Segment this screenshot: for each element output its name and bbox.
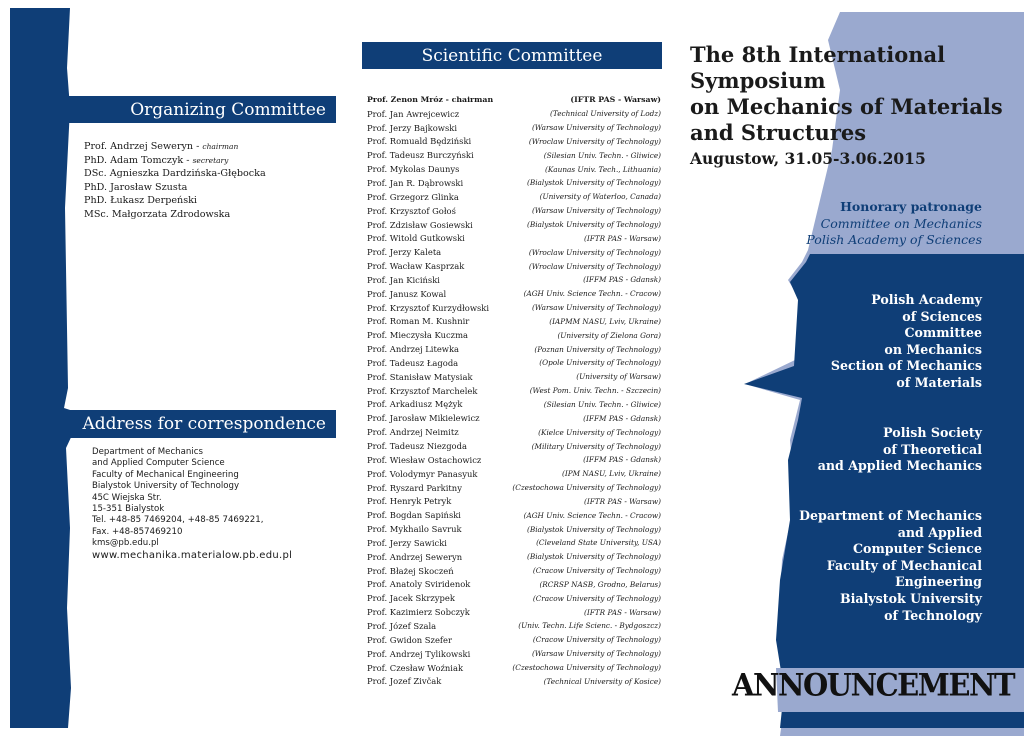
list-item — [367, 135, 661, 149]
member-affiliation: (Bialystok University of Technology) — [526, 524, 661, 534]
member-affiliation: (IFTR PAS - Warsaw) — [570, 95, 661, 105]
title-line: The 8th International — [690, 42, 946, 67]
left-decorative-strip — [10, 8, 72, 728]
member-affiliation: (Bialystok University of Technology) — [526, 552, 661, 562]
list-item — [367, 564, 661, 578]
member-affiliation: (Wroclaw University of Technology) — [528, 261, 661, 271]
member-affiliation: (IFFM PAS - Gdansk) — [583, 455, 661, 465]
list-item — [367, 231, 661, 245]
member-affiliation: (Bialystok University of Technology) — [526, 178, 661, 188]
organizer-line: Polish Society — [883, 425, 982, 440]
organizing-heading-text: Organizing Committee — [130, 99, 326, 120]
member-name: Prof. Jerzy Bajkowski — [367, 122, 458, 133]
organizer-line: Committee — [904, 325, 982, 341]
member-name: Prof. Czesław Woźniak — [367, 662, 464, 673]
list-item — [367, 287, 661, 301]
member-name: Prof. Andrzej Neimitz — [367, 427, 459, 438]
member-affiliation: (Wroclaw University of Technology) — [528, 247, 661, 257]
organizer-polish-society — [770, 425, 982, 475]
title-line: on Mechanics of Materials — [690, 94, 1003, 119]
list-item — [367, 204, 661, 218]
symposium-dates: Augustow, 31.05-3.06.2015 — [690, 149, 926, 168]
organizer-line: Faculty of Mechanical — [826, 557, 982, 573]
member-affiliation: (IPM NASU, Lviv, Ukraine) — [561, 469, 661, 479]
list-item — [367, 522, 661, 536]
member-name: Prof. Mykolas Daunys — [367, 164, 460, 175]
address-line: Department of Mechanics — [92, 447, 203, 457]
list-item — [367, 107, 661, 121]
member-name: Prof. Henryk Petryk — [367, 496, 452, 507]
member-name: Prof. Jerzy Sawicki — [367, 537, 447, 548]
scientific-committee-heading — [362, 42, 662, 69]
member-affiliation: (IFFM PAS - Gdansk) — [583, 275, 661, 285]
member-affiliation: (Wroclaw University of Technology) — [528, 136, 661, 146]
address-line: Fax. +48-857469210 — [92, 526, 183, 537]
member-name: Prof. Jarosław Mikielewicz — [367, 413, 480, 424]
member-name: Prof. Kazimierz Sobczyk — [367, 607, 470, 618]
member-affiliation: (West Pom. Univ. Techn. - Szczecin) — [529, 386, 661, 396]
list-item — [367, 356, 661, 370]
member-name: Prof. Witold Gutkowski — [367, 233, 465, 244]
member-affiliation: (AGH Univ. Science Techn. - Cracow) — [523, 510, 661, 520]
patronage-line: Polish Academy of Sciences — [806, 232, 982, 247]
member-name: Prof. Jerzy Kaleta — [367, 247, 442, 258]
member-affiliation: (IFTR PAS - Warsaw) — [584, 496, 661, 506]
list-item — [367, 245, 661, 259]
organizer-line: Section of Mechanics — [830, 358, 982, 374]
member-name: Prof. Anatoly Sviridenok — [367, 579, 471, 590]
organizer-line: on Mechanics — [884, 341, 982, 357]
title-line: and Structures — [690, 120, 867, 145]
list-item — [367, 301, 661, 315]
symposium-title — [690, 42, 1010, 146]
list-item: MSc. Małgorzata Zdrodowska — [84, 208, 231, 220]
member-affiliation: (Warsaw University of Technology) — [531, 206, 661, 216]
member-affiliation: (Silesian Univ. Techn. - Gliwice) — [543, 399, 661, 409]
member-affiliation: (University of Zielona Gora) — [557, 330, 661, 340]
member-affiliation: (IFFM PAS - Gdansk) — [583, 413, 661, 423]
member-name: Prof. Jacek Skrzypek — [367, 593, 455, 604]
member-affiliation: (RCRSP NASB, Grodno, Belarus) — [539, 579, 661, 589]
member-name: Prof. Józef Szala — [367, 620, 437, 631]
member-name: Prof. Wacław Kasprzak — [367, 261, 465, 272]
list-item — [367, 439, 661, 453]
member-name: Prof. Andrzej Tylikowski — [367, 648, 471, 659]
member-affiliation: (IAPMM NASU, Lviv, Ukraine) — [549, 316, 661, 326]
member-name: Prof. Tadeusz Niezgoda — [367, 441, 467, 452]
address-line: and Applied Computer Science — [92, 458, 225, 469]
member-name: Prof. Zdzisław Gosiewski — [367, 219, 473, 230]
list-item — [367, 411, 661, 425]
organizer-line: and Applied Mechanics — [817, 458, 982, 474]
member-name: Prof. Roman M. Kushnir — [367, 316, 470, 327]
address-line: Bialystok University of Technology — [92, 481, 240, 492]
member-name: Prof. Mykhailo Savruk — [367, 524, 462, 535]
member-affiliation: (Czestochowa University of Technology) — [512, 663, 661, 673]
member-affiliation: (Military University of Technology) — [531, 441, 661, 451]
list-item — [367, 550, 661, 564]
member-affiliation: (Poznan University of Technology) — [534, 344, 661, 354]
organizing-committee-heading — [64, 96, 336, 123]
list-item — [367, 342, 661, 356]
address-block — [92, 447, 332, 561]
list-item — [367, 647, 661, 661]
address-line: 15-351 Bialystok — [92, 504, 165, 515]
member-affiliation: (University of Waterloo, Canada) — [539, 192, 661, 202]
list-item — [367, 591, 661, 605]
member-name: Prof. Bogdan Sapiński — [367, 510, 461, 521]
member-affiliation: (Czestochowa University of Technology) — [512, 483, 661, 493]
member-affiliation: (Cracow University of Technology) — [532, 566, 661, 576]
scientific-committee-list — [367, 93, 661, 688]
list-item — [367, 93, 661, 107]
email-link[interactable]: kms@pb.edu.pl — [92, 538, 159, 549]
member-name: Prof. Gwidon Szefer — [367, 634, 452, 645]
member-affiliation: (University of Warsaw) — [576, 372, 661, 382]
member-affiliation: (Opole University of Technology) — [539, 358, 661, 368]
list-item — [367, 259, 661, 273]
website-link[interactable]: www.mechanika.materialow.pb.edu.pl — [92, 549, 293, 561]
member-name: Prof. Romuald Będziński — [367, 136, 472, 147]
member-affiliation: (Cracow University of Technology) — [532, 635, 661, 645]
list-item — [367, 148, 661, 162]
list-item — [367, 384, 661, 398]
member-name: Prof. Krzysztof Kurzydłowski — [367, 302, 490, 313]
organizer-line: of Theoretical — [882, 441, 982, 457]
member-name: Prof. Andrzej Seweryn — [367, 551, 463, 562]
list-item — [367, 425, 661, 439]
list-item — [367, 273, 661, 287]
list-item: PhD. Jarosław Szusta — [84, 181, 188, 193]
list-item — [367, 661, 661, 675]
organizer-line: of Technology — [884, 607, 982, 623]
patronage-line: Committee on Mechanics — [820, 215, 982, 231]
list-item — [367, 481, 661, 495]
address-heading-text: Address for correspondence — [82, 414, 326, 434]
member-affiliation: (AGH Univ. Science Techn. - Cracow) — [523, 289, 661, 299]
address-line: Faculty of Mechanical Engineering — [92, 469, 239, 480]
member-name: Prof. Tadeusz Łagoda — [367, 357, 459, 368]
member-name: Prof. Arkadiusz Mężyk — [367, 399, 463, 410]
member-affiliation: (Warsaw University of Technology) — [531, 303, 661, 313]
member-name: Prof. Jan Awrejcewicz — [367, 108, 460, 119]
list-item — [367, 176, 661, 190]
member-name: Prof. Janusz Kowal — [367, 288, 447, 299]
organizing-committee-list — [84, 140, 334, 222]
list-item — [367, 370, 661, 384]
member-name: Prof. Zenon Mróz - chairman — [367, 95, 494, 105]
member-affiliation: (Technical University of Kosice) — [543, 676, 661, 686]
address-line: Tel. +48-85 7469204, +48-85 7469221, — [92, 515, 264, 526]
member-affiliation: (Bialystok University of Technology) — [526, 220, 661, 230]
title-line: Symposium — [690, 68, 826, 93]
member-name: Prof. Jozef Zivčak — [367, 676, 442, 687]
member-name: Prof. Ryszard Parkitny — [367, 482, 462, 493]
member-affiliation: (Univ. Techn. Life Scienc. - Bydgoszcz) — [518, 621, 661, 631]
list-item — [367, 218, 661, 232]
patronage-label: Honorary patronage — [840, 199, 982, 214]
member-affiliation: (Warsaw University of Technology) — [531, 123, 661, 133]
organizer-line: Bialystok University — [839, 590, 982, 606]
list-item — [367, 328, 661, 342]
address-line: 45C Wiejska Str. — [92, 492, 162, 503]
member-name: Prof. Grzegorz Glinka — [367, 191, 459, 202]
list-item — [367, 536, 661, 550]
organizer-line: of Materials — [896, 374, 982, 390]
list-item — [367, 494, 661, 508]
member-affiliation: (Cracow University of Technology) — [532, 593, 661, 603]
member-name: Prof. Błażej Skoczeń — [367, 565, 454, 576]
list-item — [367, 605, 661, 619]
organizer-line: Polish Academy — [871, 292, 982, 307]
honorary-patronage — [760, 199, 982, 249]
list-item — [367, 162, 661, 176]
list-item — [367, 453, 661, 467]
member-name: Prof. Andrzej Litewka — [367, 344, 460, 355]
member-affiliation: (Warsaw University of Technology) — [531, 649, 661, 659]
organizer-line: of Sciences — [902, 308, 982, 324]
announcement-heading: ANNOUNCEMENT — [732, 667, 1015, 703]
organizer-pas-committee — [770, 292, 982, 392]
organizer-line: Engineering — [895, 574, 982, 590]
list-item — [367, 190, 661, 204]
member-affiliation: (IFTR PAS - Warsaw) — [584, 607, 661, 617]
member-affiliation: (IFTR PAS - Warsaw) — [584, 233, 661, 243]
organizer-line: Department of Mechanics — [799, 508, 982, 523]
member-name: Prof. Krzysztof Marchelek — [367, 385, 478, 396]
list-item — [367, 578, 661, 592]
list-item — [367, 315, 661, 329]
member-name: Prof. Krzysztof Gołoś — [367, 205, 456, 216]
list-item — [367, 633, 661, 647]
organizer-line: Computer Science — [853, 541, 982, 557]
list-item — [367, 121, 661, 135]
member-name: Prof. Wiesław Ostachowicz — [367, 454, 482, 465]
list-item: PhD. Łukasz Derpeński — [84, 195, 197, 207]
list-item: PhD. Adam Tomczyk - secretary — [84, 154, 229, 166]
list-item — [367, 619, 661, 633]
member-name: Prof. Jan R. Dąbrowski — [367, 177, 464, 188]
member-name: Prof. Mieczysła Kuczma — [367, 330, 469, 341]
list-item — [367, 467, 661, 481]
member-affiliation: (Cleveland State University, USA) — [536, 538, 661, 548]
organizer-line: and Applied — [897, 524, 982, 540]
list-item — [367, 398, 661, 412]
address-heading — [64, 410, 336, 438]
member-name: Prof. Jan Kiciński — [367, 274, 440, 285]
list-item: Prof. Andrzej Seweryn - chairman — [84, 141, 239, 152]
member-affiliation: (Kielce University of Technology) — [538, 427, 661, 437]
list-item — [367, 508, 661, 522]
member-affiliation: (Silesian Univ. Techn. - Gliwice) — [543, 150, 661, 160]
scientific-heading-text: Scientific Committee — [421, 45, 603, 66]
member-name: Prof. Stanisław Matysiak — [367, 371, 473, 382]
member-affiliation: (Technical University of Lodz) — [550, 109, 661, 119]
member-name: Prof. Volodymyr Panasyuk — [367, 468, 478, 479]
member-name: Prof. Tadeusz Burczyński — [367, 150, 474, 161]
list-item: DSc. Agnieszka Dardzińska-Głębocka — [84, 168, 266, 180]
member-affiliation: (Kaunas Univ. Tech., Lithuania) — [545, 164, 661, 174]
organizer-department — [770, 508, 982, 624]
list-item — [367, 674, 661, 688]
